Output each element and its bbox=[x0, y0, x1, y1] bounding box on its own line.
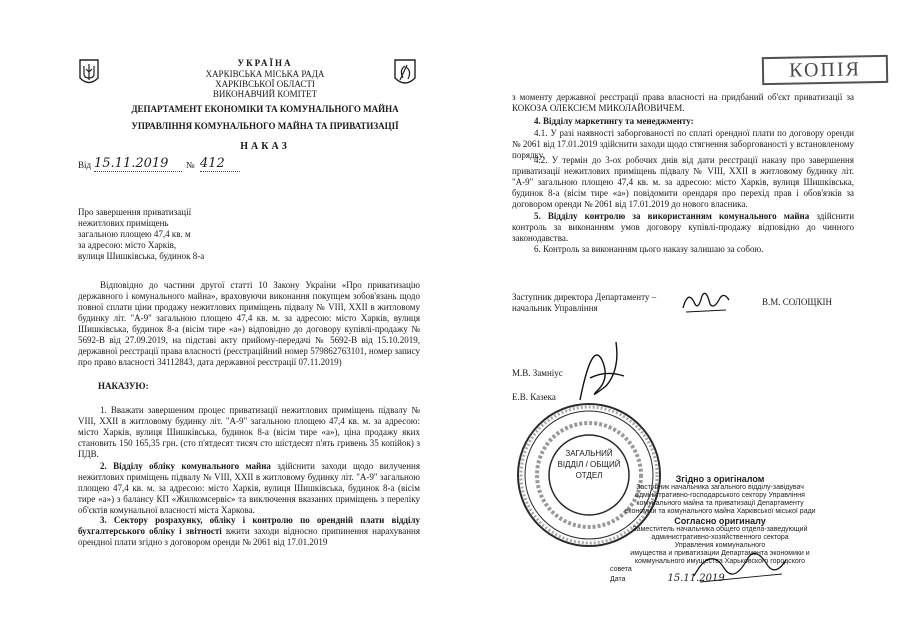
certification-line: адміністративно-господарського сектору Управління bbox=[635, 492, 805, 499]
certification-line: Управления коммунального bbox=[674, 542, 766, 549]
council-name bbox=[150, 69, 380, 99]
order-item-3: 3. Сектору розрахунку, обліку і контролю по орендній плати відділу бухгалтерського обліку і звітності вжити заходи відносно припинення нарахування орендної плати згідно з договором оренди № 2061 від 17.01.2019 bbox=[78, 515, 420, 547]
trident-emblem-icon bbox=[78, 58, 100, 88]
number-prefix: № bbox=[186, 160, 195, 170]
order-item-3-continuation: з моменту державної реєстрації права власності на придбаний об'єкт приватизації за КОКОЗА ОЛЕКСІЄМ МИКОЛАЙОВИЧЕМ. bbox=[512, 92, 854, 113]
certification-line: совета bbox=[610, 566, 632, 573]
certification-line: Заместитель начальника общего отдела-заведующий bbox=[632, 526, 808, 533]
certification-date: 15.11.2019 bbox=[667, 573, 725, 584]
kharkiv-emblem-icon bbox=[393, 58, 417, 88]
signer-position-line-2: начальник Управління bbox=[512, 303, 598, 313]
country-title: УКРАЇНА bbox=[237, 58, 293, 68]
certification-date-row: Дата 15.11.2019 bbox=[610, 573, 725, 584]
directorate-title: УПРАВЛІННЯ КОМУНАЛЬНОГО МАЙНА ТА ПРИВАТИЗАЦІЇ bbox=[131, 121, 399, 131]
certification-line: коммунального имущества Харьковского городского bbox=[634, 558, 806, 565]
subject-line: загальною площею 47,4 кв. м bbox=[78, 229, 191, 239]
council-line-2: ХАРКІВСЬКОЇ ОБЛАСТІ bbox=[215, 79, 315, 89]
order-item-4-2: 4.2. У термін до 3-ох робочих днів від дати реєстрації наказу про завершення приватизації нежитлових приміщень підвалу № VIII, XXII в житловому будинку літ. "А-9" загальною площею 47,4 кв. м. за адресою: місто Харків, вулиця Шишківська, будинок 8-а (вісім тире «а») повідомити орендаря про перехід прав і обов'язків за договором оренди № 2061 від 17.01.2019 до нового власника. bbox=[512, 155, 854, 209]
order-item-4-1: 4.1. У разі наявності заборгованості по сплаті орендної плати по договору оренди № 2061 від 17.01.2019 здійснити заходи щодо стягнення заборгованості у встановленому порядку. bbox=[512, 128, 854, 160]
date-prefix: Від bbox=[78, 160, 92, 170]
signer-position bbox=[512, 292, 656, 314]
certification-title-ua: Згідно з оригіналом bbox=[675, 474, 765, 484]
director-signature bbox=[680, 286, 732, 316]
certification-line: имущества и приватизации Департамента экономики и bbox=[630, 550, 810, 557]
subject-line: за адресою: місто Харків, bbox=[78, 240, 177, 250]
approver-2: Е.В. Казека bbox=[512, 392, 556, 402]
subject-line: Про завершення приватизації bbox=[78, 207, 192, 217]
approver-1: М.В. Замніус bbox=[512, 368, 563, 378]
certification-line: комунального майна та приватизації Департаменту bbox=[636, 500, 804, 507]
signer-position-line-1: Заступник директора Департаменту – bbox=[512, 292, 657, 302]
subject-line: вулиця Шишківська, будинок 8-а bbox=[78, 251, 205, 261]
number-handwritten: 412 bbox=[200, 156, 240, 172]
council-line-3: ВИКОНАВЧИЙ КОМІТЕТ bbox=[212, 89, 318, 99]
document-type: НАКАЗ bbox=[240, 141, 290, 152]
order-item-4-heading: 4. Відділу маркетингу та менеджменту: bbox=[534, 116, 694, 126]
department-title: ДЕПАРТАМЕНТ ЕКОНОМІКИ ТА КОМУНАЛЬНОГО МАЙНА bbox=[131, 104, 399, 114]
order-item-2: 2. Відділу обліку комунального майна здійснити заходи щодо вилучення нежитлових приміщень підвалу № VIII, XXII в житловому будинку літ. "А-9" загальною площею 47,4 кв. м. за адресою: місто Харків, вулиця Шишківська, будинок 8-а (вісім тире «а») з балансу КП «Жилкомсервіс» та виключення вказаних приміщень з переліку об'єктів комунальної власності міста Харкова. bbox=[78, 461, 420, 515]
approver-signature bbox=[572, 330, 632, 410]
copy-stamp: КОПІЯ bbox=[762, 55, 888, 85]
preamble-paragraph: Відповідно до частини другої статті 10 Закону України «Про приватизацію державного і комунального майна», враховуючи виконання покупцем зобов'язань щодо повної сплати ціни продажу нежитлових приміщень підвалу № VIII, XXII в житловому будинку літ. "А-9" загальною площею 47,4 кв. м. за адресою: місто Харків, вулиця Шишківська, будинок 8-а (вісім тире «а») відповідно до договору купівлі-продажу № 5692-В від 27.09.2019, на підставі акту прийому-передачі № 5692-В від 15.10.2019, державної реєстрації права власності (реєстраційний номер 579862763101, номер запису про право власності 34112843, дата державної реєстрації 07.11.2019) bbox=[78, 280, 420, 367]
subject-line: нежитлових приміщень bbox=[78, 218, 169, 228]
signer-name: В.М. СОЛОЩКІН bbox=[762, 297, 832, 307]
round-stamp-center-text: ЗАГАЛЬНИЙ ВІДДІЛ / ОБЩИЙ ОТДЕЛ bbox=[557, 449, 621, 480]
subject-block bbox=[78, 207, 278, 262]
order-heading: НАКАЗУЮ: bbox=[98, 381, 149, 391]
order-item-5: 5. Відділу контролю за використанням комунального майна здійснити контроль за виконанням умов договору купівлі-продажу відповідно до чинного законодавства. bbox=[512, 211, 855, 243]
certification-line: административно-хозяйственного сектора bbox=[651, 534, 789, 541]
order-item-6: 6. Контроль за виконанням цього наказу залишаю за собою. bbox=[534, 244, 764, 254]
certification-line: економіки та комунального майна Харківської міської ради bbox=[624, 508, 816, 515]
council-line-1: ХАРКІВСЬКА МІСЬКА РАДА bbox=[205, 69, 325, 79]
order-item-1: 1. Вважати завершеним процес приватизації нежитлових приміщень підвалу № VIII, XXII в житловому будинку літ. "А-9" загальною площею 47,4 кв. м. за адресою: місто Харків, вулиця Шишківська, будинок 8-а (вісім тире «а»), ціна продажу яких становить 150 165,35 грн. (сто п'ятдесят тисяч сто шістдесят п'ять гривень 35 копійок) з ПДВ. bbox=[78, 405, 421, 459]
certification-signature bbox=[690, 540, 790, 590]
certification-title-ru: Согласно оригиналу bbox=[674, 516, 766, 526]
certification-line: Заступник начальника загального відділу-завідувач bbox=[636, 484, 804, 491]
date-handwritten: 15.11.2019 bbox=[94, 156, 182, 172]
